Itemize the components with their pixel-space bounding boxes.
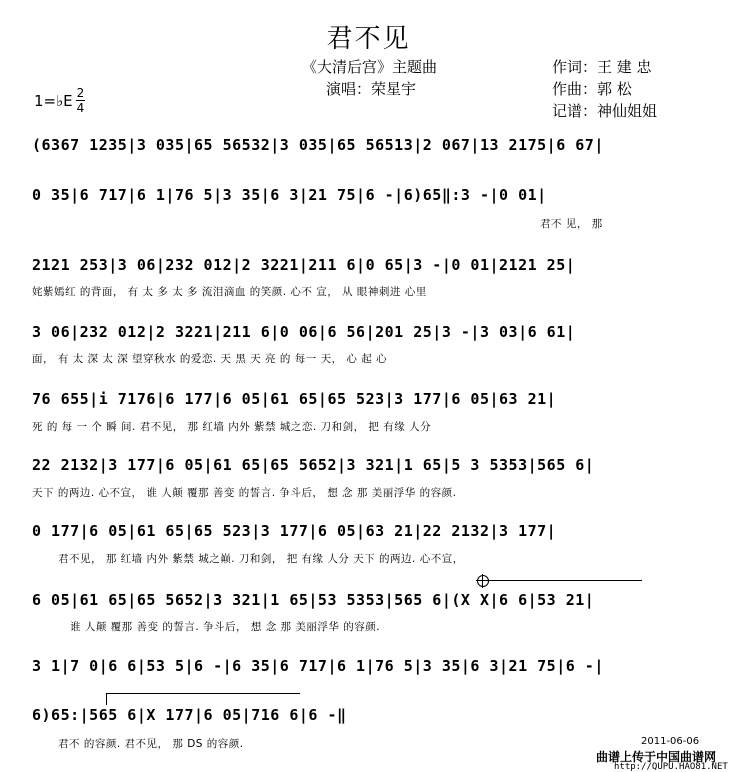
lyric-row-2: 君不 见， 那 <box>540 218 603 230</box>
score-row-9: 3 1|7 0|6 6|53 5|6 -|6 35|6 717|6 1|76 5|3 35|6 3|21 75|6 -| <box>32 657 604 675</box>
lyric-row-5: 死 的 每 一 个 瞬 间. 君不见， 那 红墙 内外 紫禁 城之恋. 刀和剑， 把 有缘 人分 <box>32 421 432 433</box>
song-title: 君不见 <box>326 24 411 54</box>
score-row-1: (6367 1235|3 035|65 56532|3 035|65 56513|2 067|13 2175|6 67| <box>32 136 604 154</box>
lyric-row-4: 面， 有 太 深 太 深 望穿秋水 的爱恋. 天 黑 天 亮 的 每一 天， 心 起 心 <box>32 353 388 365</box>
volta-bracket-end <box>106 693 107 705</box>
time-denominator: 4 <box>76 101 85 115</box>
site-url: http://QUPU.HAO81.NET <box>614 762 728 772</box>
coda-bracket-line <box>482 580 642 581</box>
singer-credit: 演唱：荣星宇 <box>326 80 417 98</box>
lyricist-credit: 作词：王 建 忠 <box>552 58 652 76</box>
score-row-4: 3 06|232 012|2 3221|211 6|0 06|6 56|201 25|3 -|3 03|6 61| <box>32 323 576 341</box>
composer-credit: 作曲：郭 松 <box>552 80 632 98</box>
song-subtitle: 《大清后宫》主题曲 <box>302 58 438 76</box>
lyric-row-6: 天下 的两边. 心不宣， 谁 人颠 覆那 善变 的誓言. 争斗后， 想 念 那 美丽浮华 的容颜. <box>32 487 457 499</box>
score-row-2: 0 35|6 717|6 1|76 5|3 35|6 3|21 75|6 -|6)65‖:3 -|0 01| <box>32 186 547 204</box>
lyric-row-8: 谁 人颠 覆那 善变 的誓言. 争斗后， 想 念 那 美丽浮华 的容颜. <box>70 621 381 633</box>
time-signature <box>76 87 85 114</box>
score-row-3: 2121 253|3 06|232 012|2 3221|211 6|0 65|3 -|0 01|2121 25| <box>32 256 576 274</box>
lyric-row-3: 姹紫嫣红 的背面， 有 太 多 太 多 流泪滴血 的笑颜. 心不 宣， 从 眼神刺进 心里 <box>32 286 427 298</box>
score-row-6: 22 2132|3 177|6 05|61 65|65 5652|3 321|1 65|5 3 5353|565 6| <box>32 456 595 474</box>
score-row-8: 6 05|61 65|65 5652|3 321|1 65|53 5353|565 6|(X X|6 6|53 21| <box>32 591 595 609</box>
score-row-10: 6)65:|565 6|X 177|6 05|716 6|6 -‖ <box>32 706 347 724</box>
lyric-row-10: 君不 的容颜. 君不见， 那 DS 的容颜. <box>58 738 244 750</box>
transcription-date: 2011-06-06 <box>641 736 700 747</box>
score-row-7: 0 177|6 05|61 65|65 523|3 177|6 05|63 21|22 2132|3 177| <box>32 522 557 540</box>
key-signature: 1=♭E <box>34 92 73 110</box>
coda-sign-icon <box>477 575 489 587</box>
lyric-row-7: 君不见， 那 红墙 内外 紫禁 城之巅. 刀和剑， 把 有缘 人分 天下 的两边. 心不宣， <box>58 553 464 565</box>
score-row-5: 76 655|i 7176|6 177|6 05|61 65|65 523|3 177|6 05|63 21| <box>32 390 557 408</box>
time-numerator: 2 <box>76 86 85 100</box>
site-footer: 曲谱上传于中国曲谱网 <box>596 750 717 764</box>
volta-bracket-line <box>106 693 300 694</box>
transcriber-credit: 记谱：神仙姐姐 <box>552 102 658 120</box>
